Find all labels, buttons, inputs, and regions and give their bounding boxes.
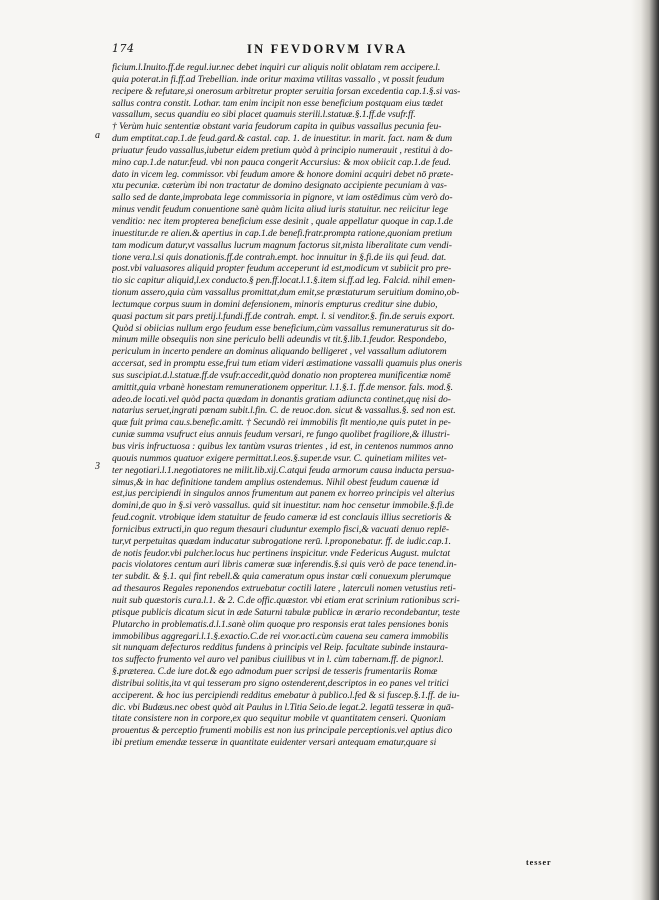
text-line: dic. vbi Budæus.nec obest quòd ait Paulus in l.Titia Seio.de legat.2. legatū tesseræ in quā-: [112, 701, 454, 713]
text-line: domini,de quo in §.si verò vassallus. quid sit inuestitur. nam hoc censetur immobile.§.fi.de: [112, 500, 454, 512]
margin-note-3: 3: [95, 461, 100, 472]
text-line: † Verùm huic sententiæ obstant varia feudorum capita in quibus vassallus pecunia feu-: [112, 121, 442, 133]
text-line: adeo.de locati.vel quòd pacta quædam in donantis gratiam adiuncta continet,quę nisi do-: [112, 393, 451, 405]
text-line: natarius seruet,ingrati pœnam subit.l.fin. C. de reuoc.don. sicut & vassallus.§. sed non est.: [112, 405, 456, 417]
text-line: titate consistere non in corpore,ex quo sequitur mobile vt quantitatem censeri. Quoniam: [112, 713, 446, 725]
text-line: sallo sed de dante,improbata lege commissoria in pignore, vt iam ostēdimus cùm verò do-: [112, 192, 453, 204]
text-line: venditio: nec item propterea beneficium esse desinit , quale appellatur quoque in cap.1.de: [112, 215, 453, 227]
text-line: quia poterat.in fi.ff.ad Trebellian. inde oritur maxima vtilitas vassallo , vt possit feudum: [112, 73, 445, 85]
text-line: amittit,quia vrbanè honestam remunerationem opperitur. l.1.§.1. ff.de mensor. fals. mod.§.: [112, 381, 454, 393]
text-line: quæ fuit prima cau.s.benefic.amitt. † Secundò rei immobilis fit mentio,ne quis putet in pe-: [112, 417, 451, 429]
text-line: Quòd si obiicias nullum ergo feudum esse beneficium,cùm vassallus remuneraturus sit do-: [112, 322, 455, 334]
text-line: tur,vt perpetuitas quædam inducatur subrogatione rerū. l.proponebatur. ff. de iudic.cap.1.: [112, 535, 451, 547]
body-text: [112, 62, 567, 749]
text-line: §.præterea. C.de iure dot.& ego admodum puer scripsi de tesseris frumentariis Romæ: [112, 666, 438, 678]
text-line: mino cap.1.de natur.feud. vbi non pauca congerit Accursius: & mox obiicit cap.1.de feud.: [112, 156, 451, 168]
text-line: ter negotiari.l.1.negotiatores ne milit.lib.xij.C.atqui feuda armorum causa inducta persua-: [112, 464, 455, 476]
text-line: minus vendit feudum conuentione sanè quàm licita aliud iuris statuitur. nec reiicitur lege: [112, 204, 448, 216]
page-number: 174: [112, 42, 135, 55]
text-line: ptisque publicis dicatum sicut in æde Saturni tabulæ publicæ in ærario recondebantur, teste: [112, 606, 460, 618]
text-line: est,ius percipiendi in singulos annos frumentum aut panem ex horreo principis vel alterius: [112, 488, 455, 500]
text-line: recipere & refutare,si onerosum arbitretur propter seruitia forsan excedentia cap.1.§.si vas-: [112, 85, 461, 97]
catchword: tesser: [526, 858, 552, 867]
text-line: fornicibus extructi,in quo regum thesauri cluduntur exemplo fisci,& vacuati denuo replē-: [112, 523, 450, 535]
text-line: tam modicum datur,vt vassallus lucrum magnum factorus sit,mista liberalitate cum vendi-: [112, 239, 452, 251]
text-line: acciperent. & hoc ius percipiendi redditus emebatur à publico.l.fed & si fuscep.§.1.ff. de iu-: [112, 689, 460, 701]
text-line: nuit sub quæstoris cura.l.1. & 2. C.de offic.quæstor. vbi etiam erat scrinium rationibus scri-: [112, 594, 460, 606]
text-line: inuestitur.de re alien.& apertius in cap.1.de benefi.fratr.prompta ratione,quoniam pretium: [112, 227, 453, 239]
text-line: lectumque corpus suum in domini defensionem, minoris empturus creditur sine dubio,: [112, 298, 438, 310]
text-line: pacis violatores centum auri libris cameræ suæ inferendis.§.si quis verò de pace tenend.in-: [112, 559, 457, 571]
text-line: ibi pretium emendæ tesseræ in quantitate euidenter versari antequam ematur,quare si: [112, 737, 437, 749]
text-line: bus viris infructuosa : quibus lex tantùm vsuras trientes , id est, in centenos nummos anno: [112, 441, 454, 452]
text-line: quasi pactum sit pars pretij.l.fundi.ff.de contrah. empt. l. si venditor.§. fin.de seruis export.: [112, 310, 455, 322]
running-head: [112, 42, 562, 58]
text-line: tionum assero,quia cùm vassallus promittat,dum emit,se præstaturum seruitium domino,ob-: [112, 287, 460, 299]
text-line: sus suscipiat.d.l.statuæ.ff.de vsufr.accedit,quòd donatio non propterea munificentiæ nomē: [112, 369, 451, 381]
text-line: tione vera.l.si quis donationis.ff.de contrah.empt. hoc innuitur in §.fi.de iis qui feud. dat.: [112, 251, 447, 263]
text-line: periculum in incerto pendere an dominus aliquando belligeret , vel vassallum adiutorem: [112, 346, 447, 358]
text-line: dato in vicem leg. commissor. vbi feudum amore & honore domini acquiri debet nō præte-: [112, 168, 454, 180]
running-title: IN FEVDORVM IVRA: [247, 42, 408, 56]
text-line: Plutarcho in problematis.d.l.1.sanè olim quoque pro responsis erat tales pensiones bonis: [112, 618, 449, 630]
text-line: quouis nummos quatuor exigere permittat.l.eos.§.super.de vsur. C. quinetiam milites vet-: [112, 452, 447, 464]
text-line: prouentus & perceptio frumenti mobilis est non ius principale perceptionis.vel aptius dico: [112, 725, 453, 737]
text-line: sallus contra constit. Lothar. tam enim incipit non esse beneficium postquam eius tædet: [112, 97, 443, 109]
text-line: ad thesauros Regales reponendos extruebatur coctili latere , laterculi nomen vetustius reti-: [112, 583, 456, 595]
text-line: post.vbi valuasores aliquid propter feudum acceperunt id est,modicum vt subiicit pro pre-: [112, 263, 452, 275]
margin-note-a: a: [95, 130, 100, 141]
text-line: dum emptitat.cap.1.de feud.gard.& castal. cap. 1. de inuestitur. in marit. fact. nam & dum: [112, 133, 452, 145]
text-line: ficium.l.Inuito.ff.de regul.iur.nec debet inquiri cur aliquis nolit oblatam rem accipere.l.: [112, 62, 441, 73]
text-line: minum mille obsequiis non sine periculo belli adeundis vt tit.§.lib.1.feudor. Respondebo,: [112, 334, 447, 346]
book-spine-shadow: [631, 0, 659, 900]
text-line: priuatur feudo vassallus,iubetur eidem pretium quòd à principio numerauit , restitui à do-: [112, 144, 453, 156]
text-line: feud.cognit. vtrobique idem statuitur de feudo cameræ id est conclauis illius secretioris &: [112, 512, 452, 524]
text-line: xtu pecuniæ. cæterùm ibi non tractatur de domino designato accipiente pecuniam à vas-: [112, 180, 447, 192]
text-line: cuniæ summa vsufruct eius annuis feudum versari, re fungo quolibet fragiliore,& illustri-: [112, 429, 450, 441]
text-line: vassallum, secus quandiu eo sibi placet quamuis sterili.l.statuæ.§.1.ff.de vsufr.ff.: [112, 109, 416, 121]
text-line: tio sic capitur aliquid,l.ex conducto.§ pen.ff.locat.l.1.§.item si.ff.ad leg. Falcid. nihil emen-: [112, 275, 456, 287]
text-line: distribui solitis,ita vt qui tesseram pro signo ostenderent,descriptos in eo panes vel tritici: [112, 677, 449, 689]
text-line: ter subdit. & §.1. qui fint rebell.& quia cameratum opus instar cœli conuexum plerumque: [112, 571, 451, 583]
text-line: simus,& in hac definitione tandem amplius ostendemus. Nihil obest feudum cauenæ id: [112, 476, 439, 488]
text-line: de notis feudor.vbi pulcher.locus huc pertinens inspicitur. vnde Federicus August. mulctat: [112, 547, 450, 559]
text-line: accersat, sed in promptu esse,frui tum etiam videri æstimatione vassalli quamuis plus oneris: [112, 358, 462, 370]
text-line: sit nunquam defecturos redditus fundens à principis vel Reip. facultate subinde instaura-: [112, 642, 448, 654]
text-line: tos suffecto frumento vel auro vel panibus ciuilibus vt in l. cùm tabernam.ff. de pignor.l.: [112, 654, 444, 666]
text-line: immobilibus aggregari.l.1.§.exactio.C.de rei vxor.acti.cùm cauena seu camera immobilis: [112, 630, 449, 642]
